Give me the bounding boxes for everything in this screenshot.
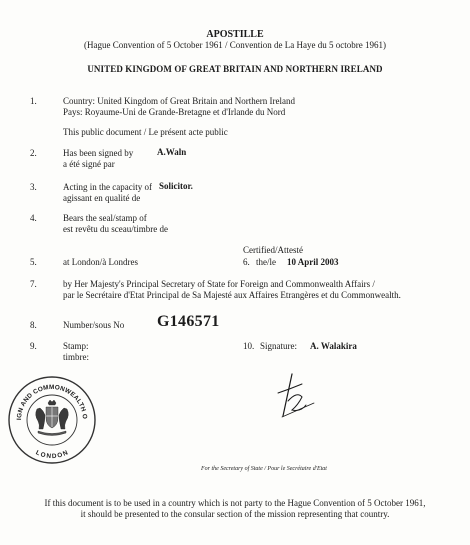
- item-5-number: 5.: [30, 257, 37, 267]
- handwritten-signature: [276, 370, 328, 420]
- footer-line-1: If this document is to be used in a country which is not party to the Hague Convention of 5 October 1961,: [44, 498, 426, 508]
- official-seal: [7, 375, 97, 465]
- signed-by-value: A.Waln: [157, 147, 187, 157]
- item-3-label-fr: agissant en qualité de: [63, 193, 141, 203]
- item-10-label: Signature:: [260, 341, 297, 351]
- item-9-label-en: Stamp:: [63, 341, 89, 351]
- item-4-label-en: Bears the seal/stamp of: [63, 213, 147, 223]
- item-10-number: 10.: [243, 341, 255, 351]
- seal-text-bottom: LONDON: [34, 449, 70, 461]
- item-1-country-en: Country: United Kingdom of Great Britain and Northern Ireland: [63, 96, 295, 106]
- signature-mark: [276, 370, 328, 420]
- item-4-number: 4.: [30, 213, 37, 223]
- item-7-line-en: by Her Majesty's Principal Secretary of State for Foreign and Commonwealth Affairs /: [63, 279, 375, 289]
- item-1-number: 1.: [30, 96, 37, 106]
- country-heading: UNITED KINGDOM OF GREAT BRITAIN AND NORTHERN IRELAND: [87, 64, 383, 74]
- item-6-number: 6.: [243, 257, 250, 267]
- item-4-label-fr: est revêtu du sceau/timbre de: [63, 224, 168, 234]
- item-7-line-fr: par le Secrétaire d'Etat Principal de Sa Majesté aux Affaires Etrangères et du Commonwealth.: [63, 290, 401, 300]
- certified-date: 10 April 2003: [287, 257, 339, 267]
- footer-line-2: it should be presented to the consular section of the mission representing that country.: [80, 509, 390, 519]
- coat-of-arms-icon: [36, 400, 69, 436]
- item-5-location: at London/à Londres: [63, 257, 138, 267]
- item-1-country-fr: Pays: Royaume-Uni de Grande-Bretagne et d'Irlande du Nord: [63, 107, 286, 117]
- certified-label: Certified/Attesté: [243, 245, 303, 255]
- item-3-number: 3.: [30, 182, 37, 192]
- apostille-number: G146571: [157, 313, 220, 330]
- seal-graphic: [7, 375, 97, 465]
- capacity-value: Solicitor.: [159, 181, 193, 191]
- signature-name: A. Walakira: [310, 341, 357, 351]
- item-8-number: 8.: [30, 320, 37, 330]
- item-9-label-fr: timbre:: [63, 352, 89, 362]
- item-2-number: 2.: [30, 148, 37, 158]
- document-title: APOSTILLE: [206, 29, 264, 40]
- document-subtitle: (Hague Convention of 5 October 1961 / Convention de La Haye du 5 octobre 1961): [84, 40, 386, 50]
- item-9-number: 9.: [30, 341, 37, 351]
- item-6-label: the/le: [256, 257, 276, 267]
- item-7-number: 7.: [30, 279, 37, 289]
- item-2-label-en: Has been signed by: [63, 148, 134, 158]
- item-3-label-en: Acting in the capacity of: [63, 182, 152, 192]
- signature-footnote: For the Secretary of State / Pour le Secrétaire d'Etat: [201, 466, 327, 472]
- seal-text-top: IGN AND COMMONWEALTH O: [15, 383, 89, 421]
- public-document-line: This public document / Le présent acte public: [63, 127, 228, 137]
- item-8-label: Number/sous No: [63, 320, 125, 330]
- item-2-label-fr: a été signé par: [63, 159, 115, 169]
